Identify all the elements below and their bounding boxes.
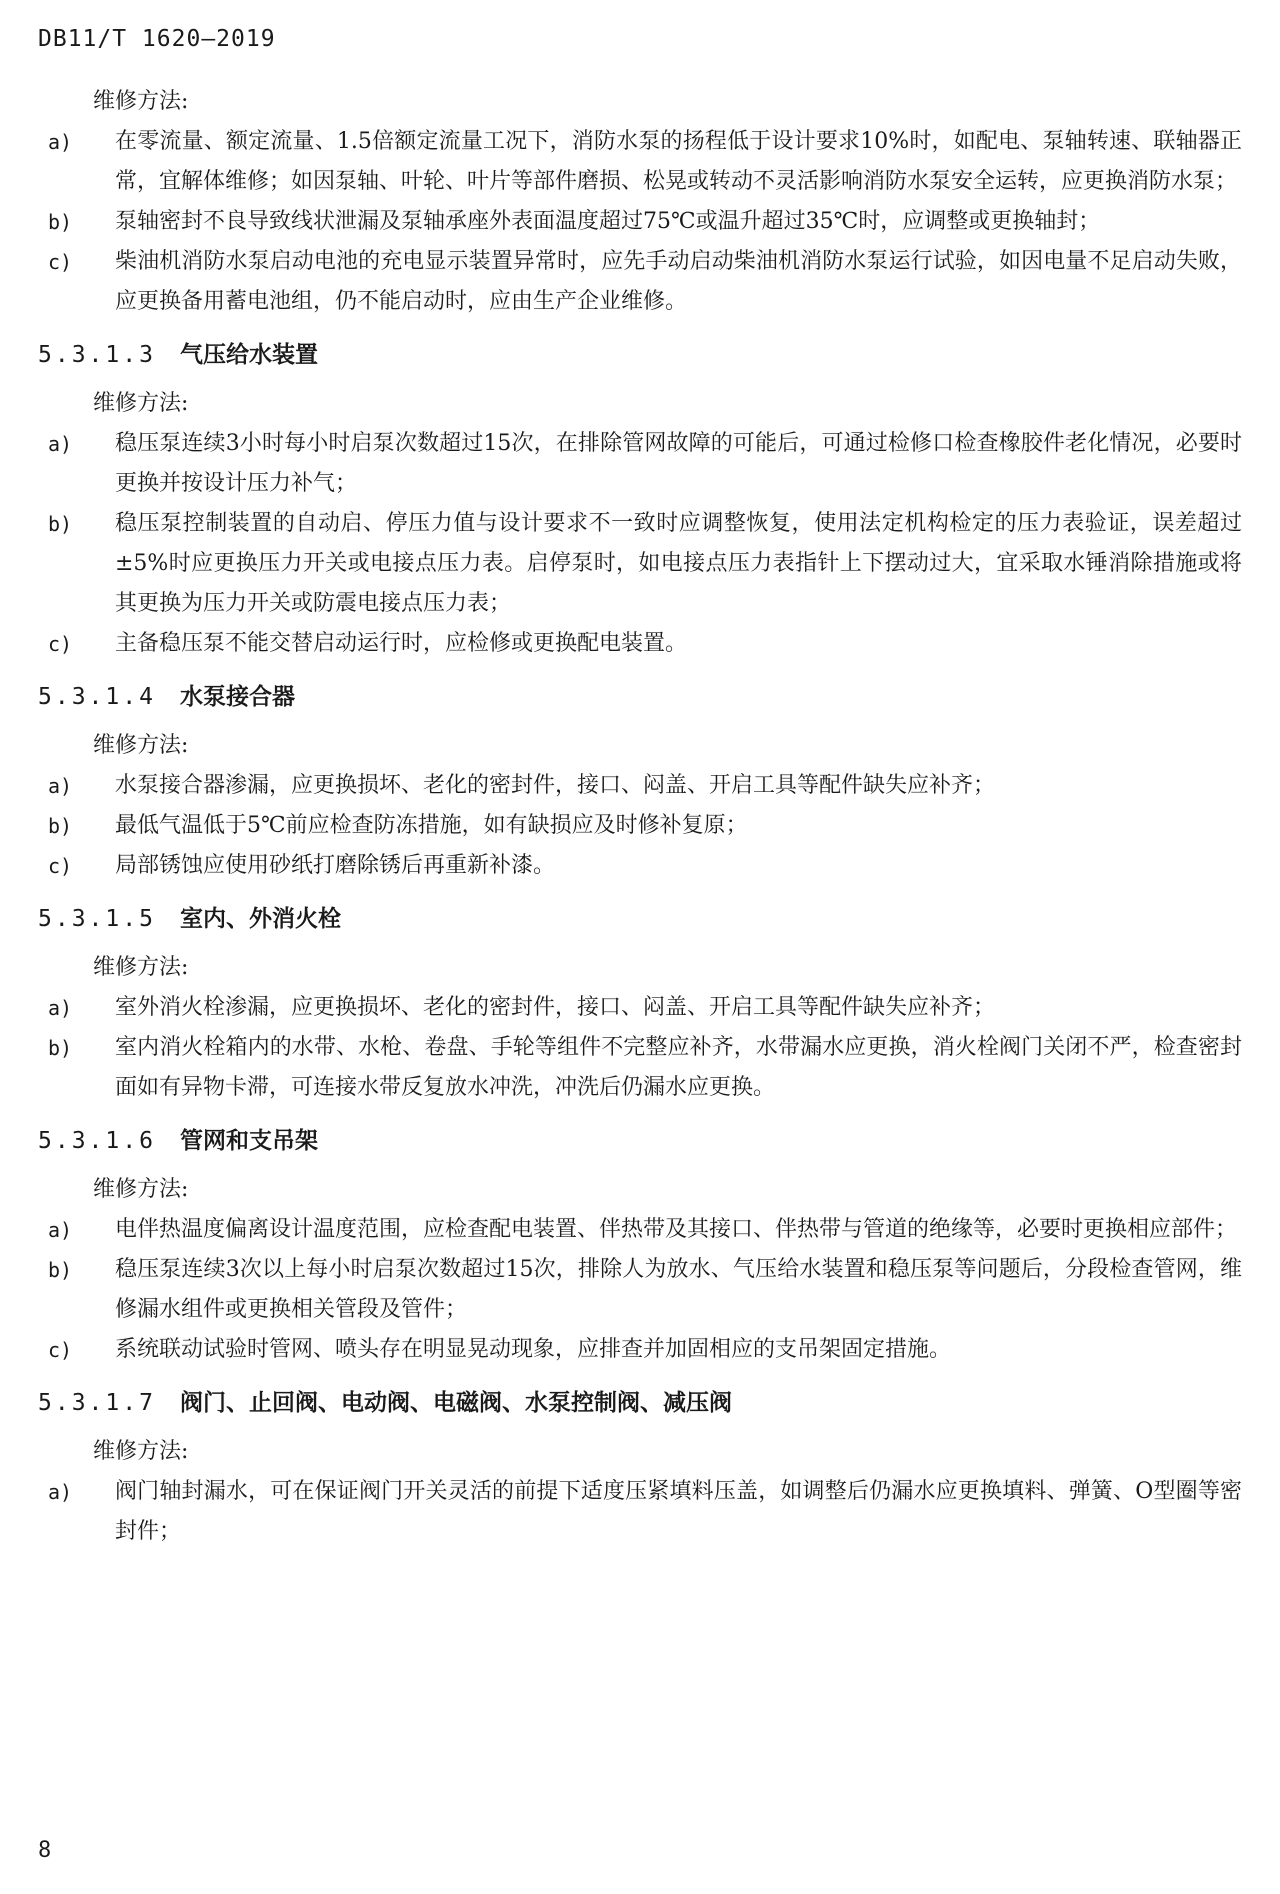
section-heading <box>38 1382 1242 1424</box>
section-heading <box>38 1120 1242 1162</box>
list-item-text: 电伴热温度偏离设计温度范围，应检查配电装置、伴热带及其接口、伴热带与管道的绝缘等，必要时更换相应部件； <box>115 1217 1238 1242</box>
list-marker: a) <box>48 774 73 798</box>
list-marker: b) <box>48 210 73 234</box>
method-label: 维修方法: <box>93 391 189 416</box>
list-marker: c) <box>48 632 73 656</box>
list-item-text: 室内消火栓箱内的水带、水枪、卷盘、手轮等组件不完整应补齐，水带漏水应更换，消火栓阀门关闭不严，检查密封面如有异物卡滞，可连接水带反复放水冲洗，冲洗后仍漏水应更换。 <box>115 1035 1242 1100</box>
list-item <box>38 504 1242 624</box>
list-item <box>38 202 1242 242</box>
list-item-text: 稳压泵控制装置的自动启、停压力值与设计要求不一致时应调整恢复，使用法定机构检定的压力表验证，误差超过±5%时应更换压力开关或电接点压力表。启停泵时，如电接点压力表指针上下摆动过大，宜采取水锤消除措施或将其更换为压力开关或防震电接点压力表； <box>115 511 1242 616</box>
list-marker: a) <box>48 432 73 456</box>
list-marker: b) <box>48 512 73 536</box>
list-item-text: 柴油机消防水泵启动电池的充电显示装置异常时，应先手动启动柴油机消防水泵运行试验，如因电量不足启动失败，应更换备用蓄电池组，仍不能启动时，应由生产企业维修。 <box>115 249 1242 314</box>
list-item-text: 泵轴密封不良导致线状泄漏及泵轴承座外表面温度超过75℃或温升超过35℃时，应调整或更换轴封； <box>115 209 1101 234</box>
section-title: 阀门、止回阀、电动阀、电磁阀、水泵控制阀、减压阀 <box>179 1390 732 1416</box>
section-number: 5.3.1.4 <box>38 684 156 710</box>
method-label: 维修方法: <box>93 1177 189 1202</box>
list-item <box>38 846 1242 886</box>
list-item <box>38 1330 1242 1370</box>
list-item <box>38 806 1242 846</box>
document-body <box>38 82 1242 1552</box>
list-marker: a) <box>48 1480 73 1504</box>
method-label: 维修方法: <box>93 733 189 758</box>
section-heading <box>38 676 1242 718</box>
page-number: 8 <box>38 1838 52 1863</box>
list-item-text: 最低气温低于5℃前应检查防冻措施，如有缺损应及时修补复原； <box>115 813 748 838</box>
section-title: 气压给水装置 <box>179 342 318 368</box>
list-item <box>38 1028 1242 1108</box>
section-heading <box>38 334 1242 376</box>
section-number: 5.3.1.3 <box>38 342 156 368</box>
list-item-text: 稳压泵连续3小时每小时启泵次数超过15次，在排除管网故障的可能后，可通过检修口检查橡胶件老化情况，必要时更换并按设计压力补气； <box>115 431 1242 496</box>
list-item <box>38 1250 1242 1330</box>
list-marker: a) <box>48 996 73 1020</box>
list-marker: c) <box>48 250 73 274</box>
list-marker: b) <box>48 1036 73 1060</box>
list-item <box>38 1472 1242 1552</box>
list-marker: c) <box>48 1338 73 1362</box>
list-marker: a) <box>48 1218 73 1242</box>
list-marker: a) <box>48 130 73 154</box>
section-title: 管网和支吊架 <box>179 1128 318 1154</box>
list-item <box>38 122 1242 202</box>
document-id-header: DB11/T 1620—2019 <box>38 26 276 52</box>
method-label: 维修方法: <box>93 955 189 980</box>
list-item-text: 稳压泵连续3次以上每小时启泵次数超过15次，排除人为放水、气压给水装置和稳压泵等问题后，分段检查管网，维修漏水组件或更换相关管段及管件； <box>115 1257 1242 1322</box>
list-item <box>38 988 1242 1028</box>
list-item <box>38 1210 1242 1250</box>
list-marker: c) <box>48 854 73 878</box>
list-item-text: 系统联动试验时管网、喷头存在明显晃动现象，应排查并加固相应的支吊架固定措施。 <box>115 1337 952 1362</box>
list-item <box>38 766 1242 806</box>
section-number: 5.3.1.5 <box>38 906 156 932</box>
section-heading <box>38 898 1242 940</box>
list-item-text: 主备稳压泵不能交替启动运行时，应检修或更换配电装置。 <box>115 631 688 656</box>
method-label: 维修方法: <box>93 1439 189 1464</box>
list-item <box>38 624 1242 664</box>
section-number: 5.3.1.7 <box>38 1390 156 1416</box>
method-label: 维修方法: <box>93 89 189 114</box>
list-item-text: 在零流量、额定流量、1.5倍额定流量工况下，消防水泵的扬程低于设计要求10%时，如配电、泵轴转速、联轴器正常，宜解体维修；如因泵轴、叶轮、叶片等部件磨损、松晃或转动不灵活影响消防水泵安全运转，应更换消防水泵； <box>115 129 1242 194</box>
section-number: 5.3.1.6 <box>38 1128 156 1154</box>
list-item-text: 局部锈蚀应使用砂纸打磨除锈后再重新补漆。 <box>115 853 556 878</box>
list-marker: b) <box>48 814 73 838</box>
list-item <box>38 424 1242 504</box>
list-marker: b) <box>48 1258 73 1282</box>
list-item-text: 室外消火栓渗漏，应更换损坏、老化的密封件，接口、闷盖、开启工具等配件缺失应补齐； <box>115 995 996 1020</box>
list-item <box>38 242 1242 322</box>
list-item-text: 阀门轴封漏水，可在保证阀门开关灵活的前提下适度压紧填料压盖，如调整后仍漏水应更换填料、弹簧、O型圈等密封件； <box>115 1479 1242 1544</box>
section-title: 室内、外消火栓 <box>179 906 341 932</box>
list-item-text: 水泵接合器渗漏，应更换损坏、老化的密封件，接口、闷盖、开启工具等配件缺失应补齐； <box>115 773 996 798</box>
section-title: 水泵接合器 <box>179 684 295 710</box>
